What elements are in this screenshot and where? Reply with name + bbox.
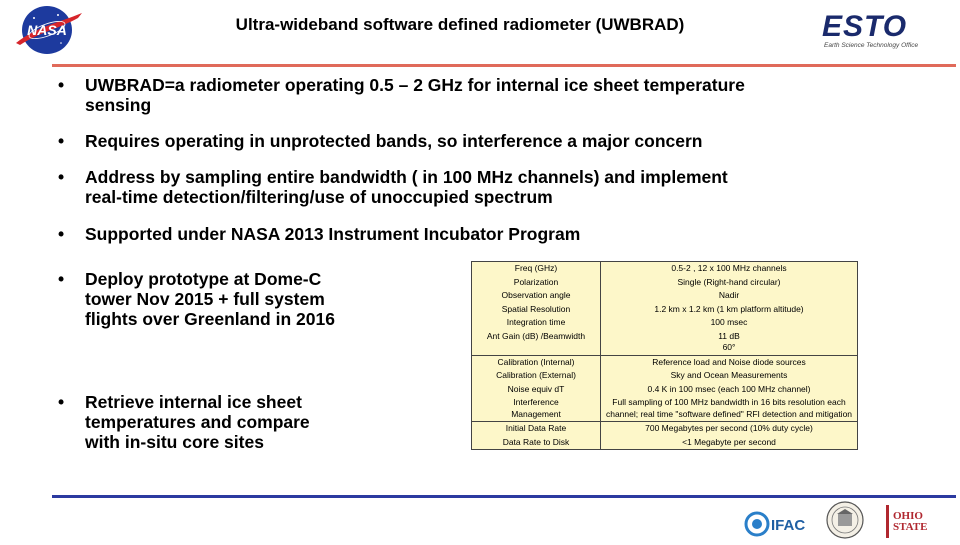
spec-value: Reference load and Noise diode sources [601, 355, 858, 369]
spec-value: Full sampling of 100 MHz bandwidth in 16 bits resolution each channel; real time "software defined" RFI detection and mitigation [605, 397, 853, 419]
spec-row [472, 330, 858, 356]
nasa-logo-text: NASA [27, 22, 67, 38]
spec-label: Spatial Resolution [472, 303, 601, 317]
ohio-state-logo-text: OHIO STATE [893, 510, 928, 533]
spec-value: Nadir [718, 290, 740, 300]
spec-label: Freq (GHz) [472, 262, 601, 276]
spec-label: Data Rate to Disk [472, 436, 601, 450]
bullet-item [58, 224, 698, 244]
spec-value: 0.5-2 , 12 x 100 MHz channels [671, 263, 787, 273]
specification-table [471, 261, 858, 450]
esto-logo-subtitle: Earth Science Technology Office [824, 42, 919, 49]
spec-label: Calibration (Internal) [472, 355, 601, 369]
specification-table-body [472, 262, 858, 450]
spec-label: Noise equiv dT [472, 383, 601, 397]
bullet-text: Requires operating in unprotected bands, so interference a major concern [85, 131, 703, 151]
esto-logo [818, 12, 940, 52]
bullet-item [58, 131, 838, 151]
spec-value: 700 Megabytes per second (10% duty cycle) [601, 422, 858, 436]
spec-value: 100 msec [710, 317, 748, 327]
spec-value: Single (Right-hand circular) [677, 276, 781, 287]
university-seal-logo [825, 500, 865, 540]
spec-row [472, 276, 858, 290]
spec-value: 11 dB 60° [718, 330, 740, 352]
esto-logo-mark: ESTO [822, 10, 908, 43]
nasa-logo [14, 3, 84, 57]
ifac-logo-text: IFAC [771, 517, 806, 534]
spec-value: <1 Megabyte per second [682, 436, 776, 447]
bullet-marker: • [58, 269, 65, 289]
spec-label: Polarization [472, 276, 601, 290]
spec-row [472, 303, 858, 317]
spec-value: Sky and Ocean Measurements [670, 370, 788, 380]
spec-row [472, 289, 858, 303]
spec-value: 0.4 K in 100 msec (each 100 MHz channel) [647, 383, 811, 394]
bullet-text: UWBRAD=a radiometer operating 0.5 – 2 GHz for internal ice sheet temperature sensing [85, 75, 745, 115]
spec-value: 1.2 km x 1.2 km (1 km platform altitude) [654, 303, 804, 314]
spec-label: Integration time [472, 316, 601, 330]
spec-label: Calibration (External) [472, 369, 601, 383]
bullet-text: Deploy prototype at Dome-C tower Nov 2015 + full system flights over Greenland in 2016 [85, 269, 335, 329]
bottom-divider [52, 495, 956, 498]
spec-row [472, 355, 858, 369]
spec-row [472, 396, 858, 422]
spec-label: Ant Gain (dB) /Beamwidth [472, 330, 601, 356]
bullet-item [58, 75, 778, 115]
bullet-text: Address by sampling entire bandwidth ( in 100 MHz channels) and implement real-time detection/filtering/use of unoccupied spectrum [85, 167, 728, 207]
slide-title: Ultra-wideband software defined radiometer (UWBRAD) [235, 15, 685, 34]
bullet-item [58, 167, 738, 207]
bullet-text: Retrieve internal ice sheet temperatures and compare with in-situ core sites [85, 392, 310, 452]
spec-row [472, 436, 858, 450]
bullet-marker: • [58, 167, 65, 187]
ifac-logo [744, 511, 810, 537]
spec-row [472, 422, 858, 436]
spec-row [472, 383, 858, 397]
spec-label: Observation angle [472, 289, 601, 303]
bullet-item [58, 269, 336, 329]
bullet-text: Supported under NASA 2013 Instrument Incubator Program [85, 224, 581, 244]
top-divider [52, 64, 956, 67]
bullet-marker: • [58, 224, 65, 244]
spec-row [472, 369, 858, 383]
spec-row [472, 262, 858, 276]
ohio-state-logo [886, 503, 936, 540]
bullet-marker: • [58, 131, 65, 151]
spec-label: Interference Management [472, 396, 601, 422]
spec-row [472, 316, 858, 330]
spec-label: Initial Data Rate [472, 422, 601, 436]
bullet-marker: • [58, 392, 65, 412]
bullet-item [58, 392, 348, 452]
bullet-marker: • [58, 75, 65, 95]
